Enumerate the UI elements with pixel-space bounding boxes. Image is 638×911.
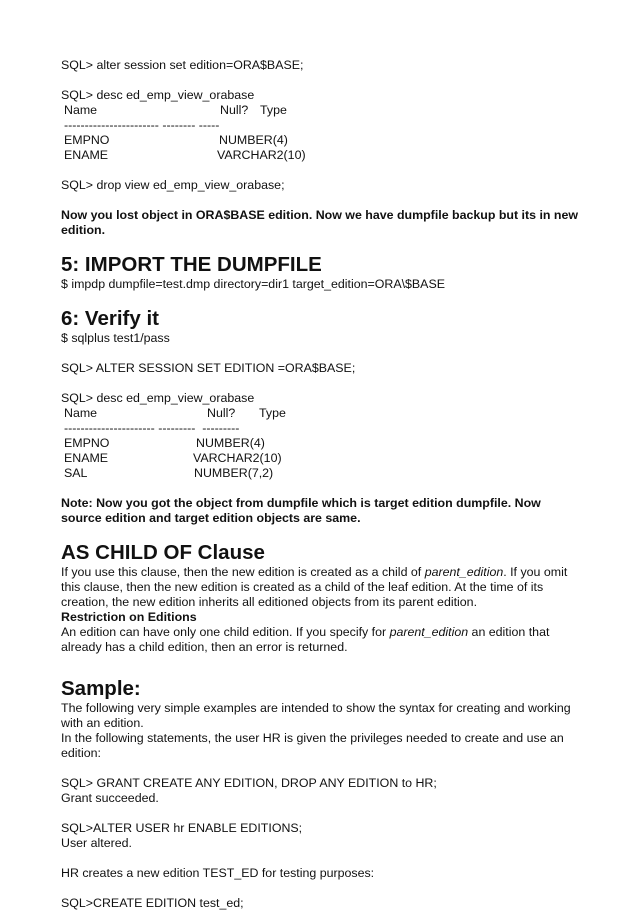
header-null: Null?: [220, 103, 249, 117]
create-edition-paragraph: HR creates a new edition TEST_ED for testing purposes:: [61, 866, 375, 880]
impdp-command-line: $ impdp dumpfile=test.dmp directory=dir1 target_edition=ORA\$BASE: [61, 277, 445, 291]
desc-header-row: [61, 406, 581, 421]
drop-view-line: SQL> drop view ed_emp_view_orabase;: [61, 178, 285, 192]
column-type: NUMBER(4): [196, 436, 265, 450]
verify-note: Note: Now you got the object from dumpfile which is target edition dumpfile. Now source edition and target edition objects are same.: [61, 496, 541, 525]
section-heading-sample: Sample:: [61, 677, 141, 700]
sample-privileges-paragraph: In the following statements, the user HR is given the privileges needed to create and use an edition:: [61, 731, 564, 760]
header-null: Null?: [207, 406, 236, 420]
alter-user-command-line: SQL>ALTER USER hr ENABLE EDITIONS;: [61, 821, 303, 835]
column-name: ENAME: [64, 451, 109, 465]
paragraph-text: . If you omit this clause, then the new edition is created as a child of the leaf edition. At the time of its creation, the new edition inherits all editioned objects from its parent edition.: [61, 565, 568, 609]
restriction-title: Restriction on Editions: [61, 610, 197, 624]
header-type: Type: [260, 103, 287, 117]
sample-intro-paragraph: The following very simple examples are intended to show the syntax for creating and working with an edition.: [61, 701, 571, 730]
table-row: [61, 133, 581, 148]
column-name: ENAME: [64, 148, 109, 162]
create-edition-command-line: SQL>CREATE EDITION test_ed;: [61, 896, 244, 910]
section-heading-import: 5: IMPORT THE DUMPFILE: [61, 253, 322, 276]
child-clause-paragraph: [61, 565, 581, 610]
column-type: VARCHAR2(10): [217, 148, 306, 162]
restriction-paragraph: [61, 625, 581, 655]
table-row: [61, 451, 581, 466]
column-name: EMPNO: [64, 436, 110, 450]
header-name: Name: [64, 103, 98, 117]
section-heading-child-clause: AS CHILD OF Clause: [61, 541, 265, 564]
alter-user-result-line: User altered.: [61, 836, 132, 850]
column-type: VARCHAR2(10): [193, 451, 282, 465]
desc-separator: ----------------------- -------- -----: [64, 118, 220, 132]
desc-header-row: [61, 103, 581, 118]
paragraph-text: an edition that already has a child edition, then an error is returned.: [61, 625, 550, 654]
grant-result-line: Grant succeeded.: [61, 791, 159, 805]
desc-separator: ---------------------- --------- ---------: [64, 421, 240, 435]
desc-command-line: SQL> desc ed_emp_view_orabase: [61, 391, 255, 405]
section-heading-verify: 6: Verify it: [61, 307, 159, 330]
header-type: Type: [259, 406, 286, 420]
parent-edition-term: parent_edition: [424, 565, 504, 579]
header-name: Name: [64, 406, 98, 420]
paragraph-text: An edition can have only one child edition. If you specify for: [61, 625, 390, 639]
alter-session-line: SQL> ALTER SESSION SET EDITION =ORA$BASE;: [61, 361, 356, 375]
parent-edition-term: parent_edition: [389, 625, 469, 639]
paragraph-text: If you use this clause, then the new edition is created as a child of: [61, 565, 425, 579]
sqlplus-login-line: $ sqlplus test1/pass: [61, 331, 170, 345]
column-type: NUMBER(7,2): [194, 466, 274, 480]
column-name: EMPNO: [64, 133, 110, 147]
grant-command-line: SQL> GRANT CREATE ANY EDITION, DROP ANY EDITION to HR;: [61, 776, 437, 790]
lost-object-note: Now you lost object in ORA$BASE edition. Now we have dumpfile backup but its in new edition.: [61, 208, 579, 237]
table-row: [61, 466, 581, 481]
table-row: [61, 436, 581, 451]
table-row: [61, 148, 581, 163]
desc-command-line: SQL> desc ed_emp_view_orabase: [61, 88, 255, 102]
column-type: NUMBER(4): [219, 133, 288, 147]
document-page: [61, 58, 581, 911]
column-name: SAL: [64, 466, 88, 480]
alter-session-line: SQL> alter session set edition=ORA$BASE;: [61, 58, 304, 72]
